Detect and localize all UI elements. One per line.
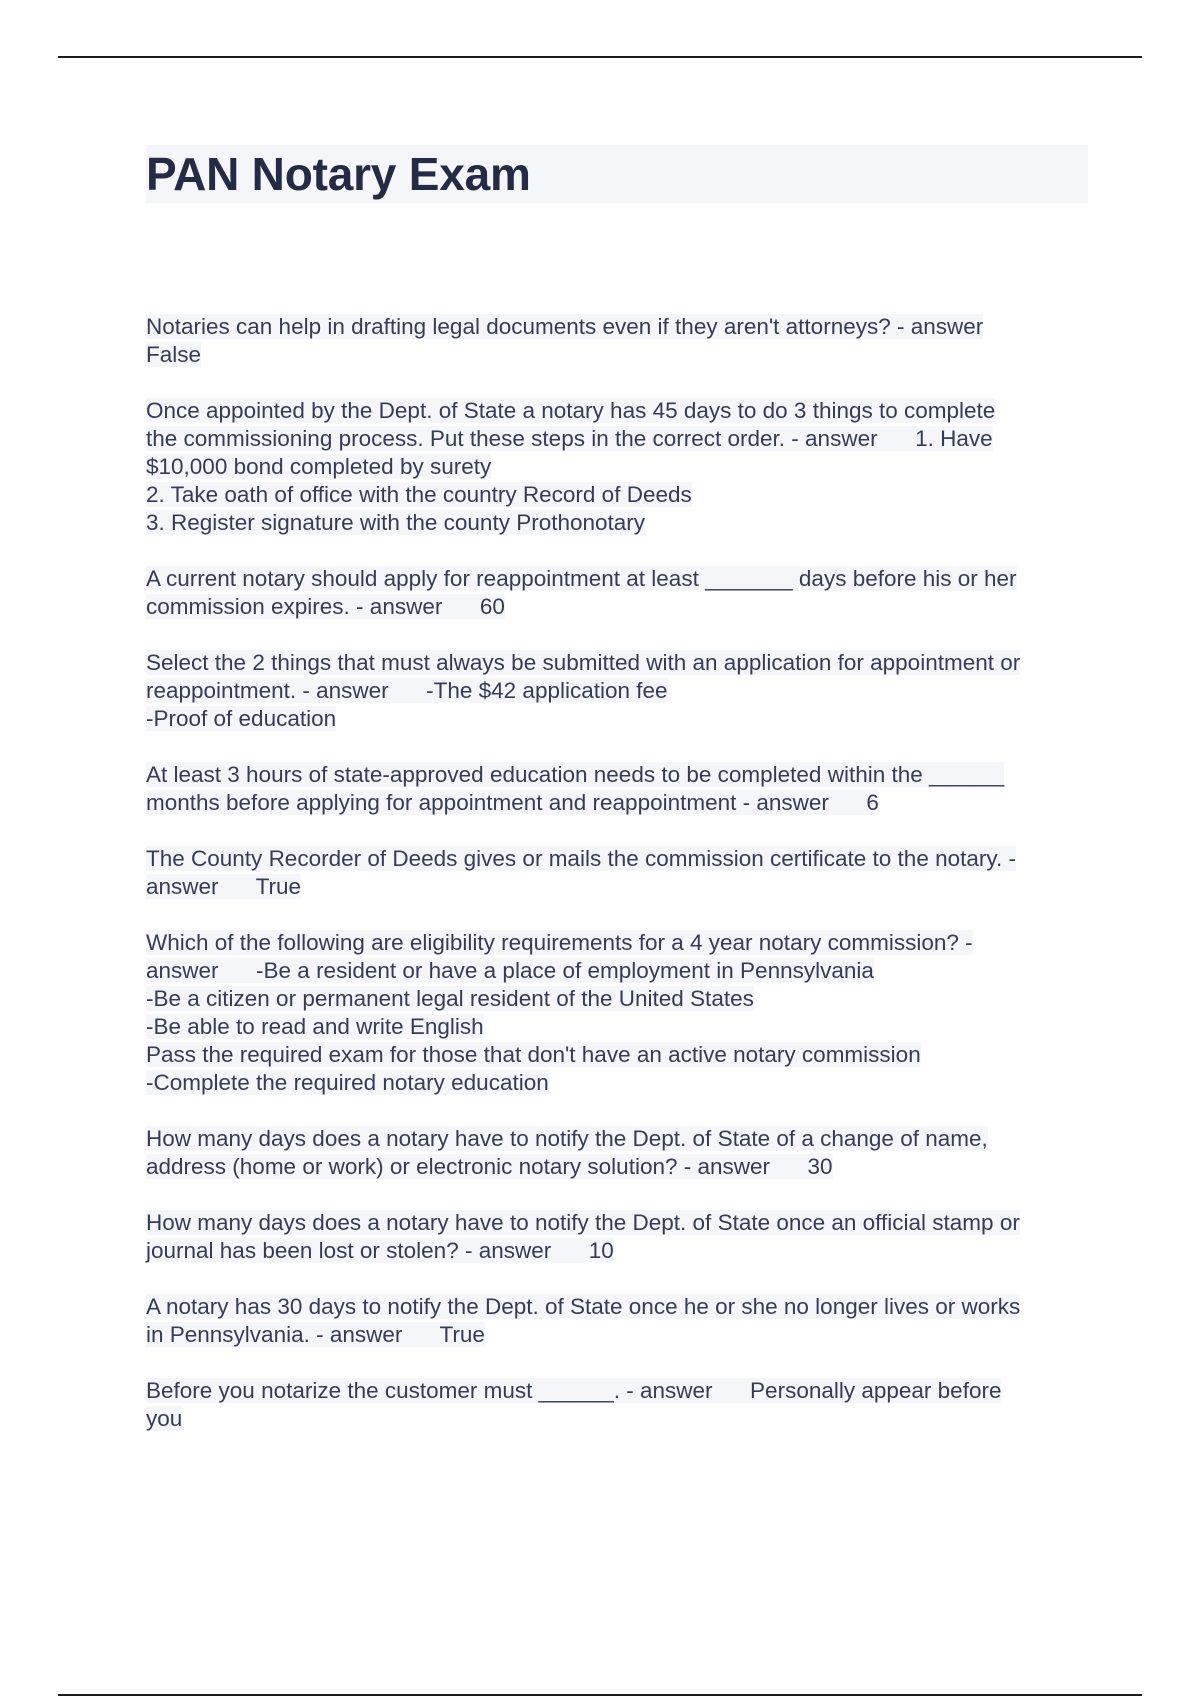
qa-line (146, 677, 1094, 705)
qa-line-text: answer -Be a resident or have a place of employment in Pennsylvania (146, 958, 874, 983)
qa-line-text: answer True (146, 874, 302, 899)
qa-line (146, 1125, 1094, 1153)
qa-line (146, 929, 1094, 957)
qa-line (146, 873, 1094, 901)
qa-line-text: How many days does a notary have to notify the Dept. of State of a change of name, (146, 1126, 988, 1151)
qa-line-text: in Pennsylvania. - answer True (146, 1322, 485, 1347)
qa-line (146, 565, 1094, 593)
qa-item (146, 397, 1094, 537)
qa-line (146, 313, 1094, 341)
qa-line-text: False (146, 342, 202, 367)
qa-line-text: you (146, 1406, 183, 1431)
qa-line (146, 649, 1094, 677)
bottom-rule (58, 1694, 1142, 1696)
qa-line-text: Which of the following are eligibility requirements for a 4 year notary commission? - (146, 930, 973, 955)
qa-line-text: Select the 2 things that must always be submitted with an application for appointment or (146, 650, 1021, 675)
qa-line (146, 845, 1094, 873)
qa-item (146, 649, 1094, 733)
qa-item (146, 1209, 1094, 1265)
qa-line-text: At least 3 hours of state-approved education needs to be completed within the ______ (146, 762, 1005, 787)
qa-item (146, 313, 1094, 369)
qa-line (146, 1321, 1094, 1349)
qa-line-text: reappointment. - answer -The $42 application fee (146, 678, 668, 703)
qa-line-text: -Complete the required notary education (146, 1070, 549, 1095)
qa-line (146, 1237, 1094, 1265)
qa-line (146, 1293, 1094, 1321)
qa-line (146, 957, 1094, 985)
qa-line (146, 705, 1094, 733)
qa-line (146, 1209, 1094, 1237)
document-title: PAN Notary Exam (146, 148, 531, 200)
top-rule (58, 56, 1142, 58)
qa-line-text: $10,000 bond completed by surety (146, 454, 492, 479)
qa-line (146, 593, 1094, 621)
qa-line (146, 1013, 1094, 1041)
qa-line-text: commission expires. - answer 60 (146, 594, 505, 619)
qa-line-text: 2. Take oath of office with the country Record of Deeds (146, 482, 692, 507)
qa-line (146, 425, 1094, 453)
qa-line-text: the commissioning process. Put these steps in the correct order. - answer 1. Have (146, 426, 993, 451)
qa-item (146, 1377, 1094, 1433)
qa-line-text: Once appointed by the Dept. of State a notary has 45 days to do 3 things to complete (146, 398, 996, 423)
qa-item (146, 1125, 1094, 1181)
qa-line-text: -Be a citizen or permanent legal resident of the United States (146, 986, 754, 1011)
qa-line-text: Before you notarize the customer must ______. - answer Personally appear before (146, 1378, 1002, 1403)
qa-line-text: months before applying for appointment and reappointment - answer 6 (146, 790, 879, 815)
qa-item (146, 929, 1094, 1097)
qa-line (146, 1153, 1094, 1181)
qa-line-text: address (home or work) or electronic notary solution? - answer 30 (146, 1154, 833, 1179)
qa-line-text: Notaries can help in drafting legal documents even if they aren't attorneys? - answer (146, 314, 984, 339)
qa-line-text: How many days does a notary have to notify the Dept. of State once an official stamp or (146, 1210, 1020, 1235)
qa-list (146, 313, 1094, 1461)
qa-item (146, 761, 1094, 817)
qa-line-text: Pass the required exam for those that don't have an active notary commission (146, 1042, 921, 1067)
qa-line-text: A current notary should apply for reappointment at least _______ days before his or her (146, 566, 1017, 591)
qa-line (146, 453, 1094, 481)
qa-item (146, 845, 1094, 901)
qa-line-text: -Proof of education (146, 706, 337, 731)
qa-line (146, 761, 1094, 789)
qa-line (146, 1377, 1094, 1405)
qa-line (146, 397, 1094, 425)
qa-line-text: 3. Register signature with the county Prothonotary (146, 510, 646, 535)
qa-item (146, 565, 1094, 621)
qa-line (146, 985, 1094, 1013)
qa-line (146, 789, 1094, 817)
qa-line (146, 341, 1094, 369)
qa-line-text: A notary has 30 days to notify the Dept. of State once he or she no longer lives or works (146, 1294, 1021, 1319)
qa-line (146, 1041, 1094, 1069)
qa-line-text: -Be able to read and write English (146, 1014, 484, 1039)
qa-line (146, 509, 1094, 537)
qa-line-text: journal has been lost or stolen? - answer 10 (146, 1238, 614, 1263)
qa-item (146, 1293, 1094, 1349)
qa-line (146, 481, 1094, 509)
qa-line (146, 1069, 1094, 1097)
qa-line-text: The County Recorder of Deeds gives or mails the commission certificate to the notary. - (146, 846, 1016, 871)
qa-line (146, 1405, 1094, 1433)
